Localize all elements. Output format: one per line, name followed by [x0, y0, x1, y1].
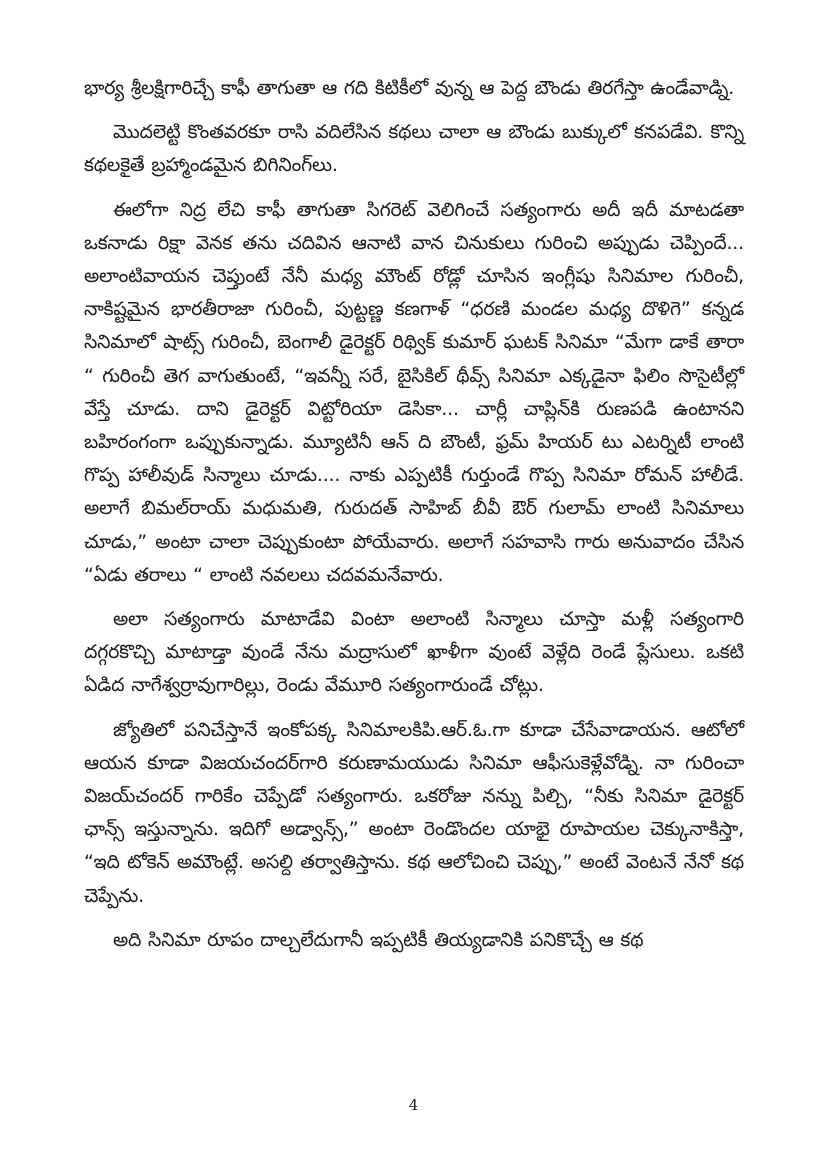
- paragraph-6: అది సినిమా రూపం దాల్చలేదుగానీ ఇప్పటికీ తియ్యడానికి పనికొచ్చే ఆ కథ: [113, 928, 644, 951]
- paragraph-1: భార్య శ్రీలక్షిగారిచ్చే కాఫీ తాగుతా ఆ గది కిటికీలో వున్న ఆ పెద్ద బౌండు తిరగేస్తా ఉండేవాడ్ని.: [84, 77, 735, 99]
- paragraph-4: అలా సత్యంగారు మాటాడేవి వింటా అలాంటి సిన్మాలు చూస్తా మళ్లీ సత్యంగారి దగ్గరకొచ్చి మాటాడ్తా వుండే నేను మద్రాసులో ఖాళీగా వుంటే వెళ్లేది రెండే ప్లేసులు. ఒకటి ఏడిద నాగేశ్వర్రావుగారిల్లు, రెండు వేమూరి సత్యంగారుండే చోట్లు.: [84, 608, 744, 697]
- page-number: 4: [408, 1096, 419, 1114]
- paragraph-3: ఈలోగా నిద్ర లేచి కాఫీ తాగుతా సిగరెట్ వెలిగించే సత్యంగారు అదీ ఇదీ మాటడతా ఒకనాడు రిక్షా వెనక తను చదివిన ఆనాటి వాన చినుకులు గురించి అప్పుడు చెప్పిందే... అలాంటివాయన చెప్తుంటే నేనీ మధ్య మౌంట్ రోడ్లో చూసిన ఇంగ్లీషు సినిమాల గురించీ, నాకిష్టమైన భారతీరాజా గురించీ, పుట్టణ్ణ కణగాళ్ “ధరణి మండల మధ్య దొళిగె” కన్నడ సినిమాలో షాట్స్ గురించీ, బెంగాలీ డైరెక్టర్ రిథ్విక్ కుమార్ ఘటక్ సినిమా “మేగా డాకే తారా “ గురించీ తెగ వాగుతుంటే, “ఇవన్నీ సరే, బైసికిల్ థీవ్స్ సినిమా ఎక్కడైనా ఫిలిం సొసైటీల్లో వేస్తే చూడు. దాని డైరెక్టర్ విట్టోరియా డెసికా... చార్లీ చాప్లిన్‌కి రుణపడి ఉంటానని బహిరంగంగా ఒప్పుకున్నాడు. మ్యూటినీ ఆన్ ది బౌంటీ, ఫ్రమ్ హియర్ టు ఎటర్నిటీ లాంటి గొప్ప హాలీవుడ్ సిన్మాలు చూడు.... నాకు ఎప్పటికీ గుర్తుండే గొప్ప సినిమా రోమన్ హాలీడే. అలాగే బిమల్‌రాయ్ మధుమతి, గురుదత్ సాహిబ్ బీవీ ఔర్ గులామ్ లాంటి సినిమాలు చూడు,” అంటా చాలా చెప్పుకుంటా పోయేవారు. అలాగే సహవాసి గారు అనువాదం చేసిన “ఏడు తరాలు “ లాంటి నవలలు చదవమనేవారు.: [84, 198, 744, 586]
- paragraph-2: మొదలెట్టి కొంతవరకూ రాసి వదిలేసిన కథలు చాలా ఆ బౌండు బుక్కులో కనపడేవి. కొన్ని కథలకైతే బ్రహ్మాండమైన బిగినింగ్‌లు.: [84, 121, 744, 177]
- paragraph-5: జ్యోతిలో పనిచేస్తానే ఇంకోపక్క సినిమాలకిపి.ఆర్.ఓ.గా కూడా చేసేవాడాయన. ఆటోలో ఆయన కూడా విజయచందర్‌గారి కరుణామయుడు సినిమా ఆఫీసుకెళ్లేవోడ్ని. నా గురించా విజయ్‌చందర్ గారికేం చెప్పేడో సత్యంగారు. ఒకరోజు నన్ను పిల్చి, “నీకు సినిమా డైరెక్టర్ ఛాన్స్ ఇస్తున్నాను. ఇదిగో అడ్వాన్స్,” అంటా రెండొందల యాభై రూపాయల చెక్కునాకిస్తా, “ఇది టోకెన్ అమౌంట్లే. అసల్ది తర్వాతిస్తాను. కథ ఆలోచించి చెప్పు,” అంటే వెంటనే నేనో కథ చెప్పేను.: [84, 718, 744, 907]
- page-body: [84, 72, 744, 968]
